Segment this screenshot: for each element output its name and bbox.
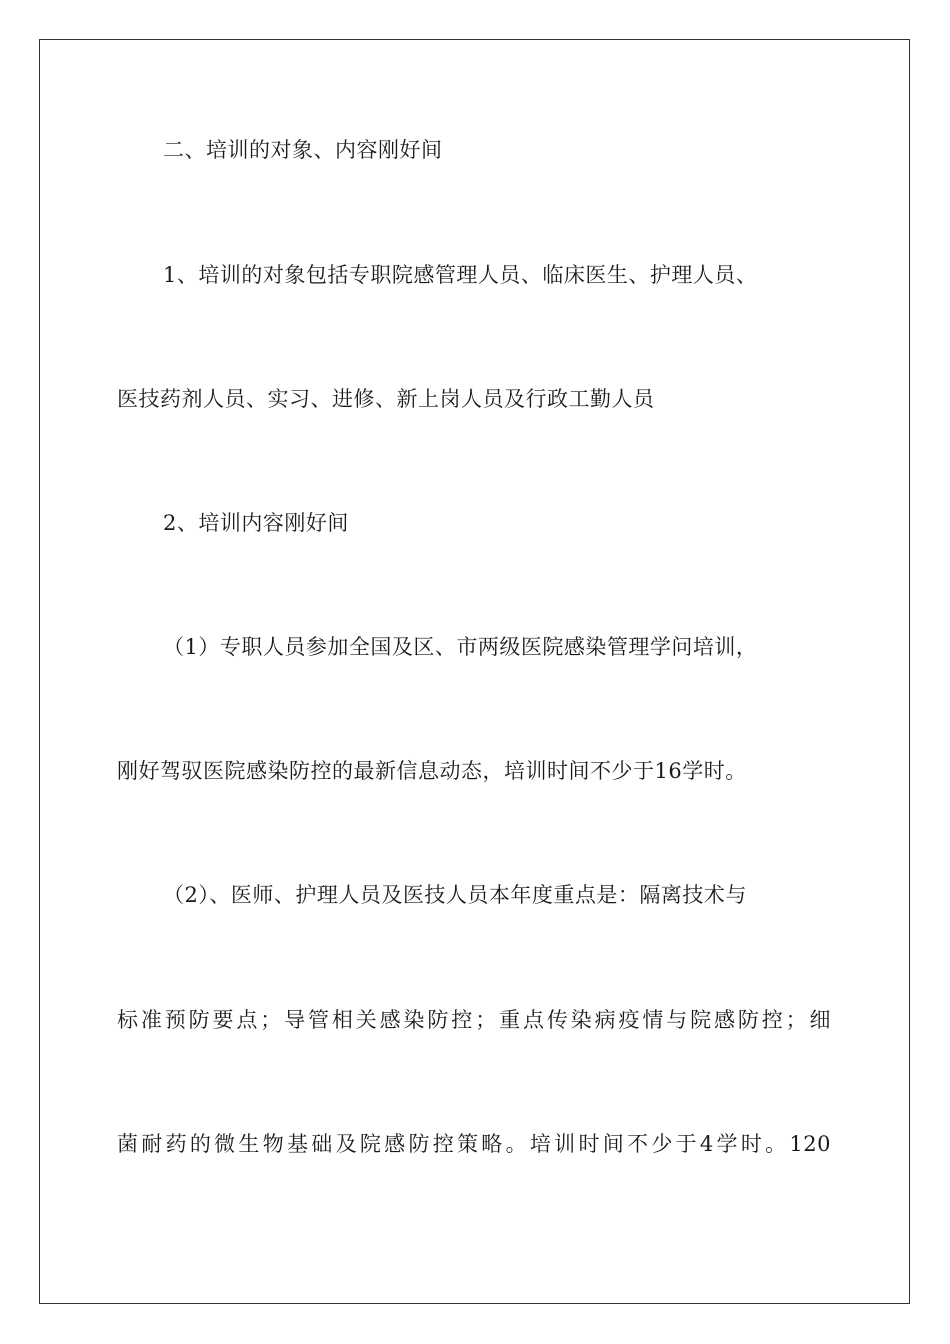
paragraph-line: （2）、医师、护理人员及医技人员本年度重点是：隔离技术与 [163,883,747,907]
paragraph-line: 医技药剂人员、实习、进修、新上岗人员及行政工勤人员 [117,387,655,411]
paragraph-line: （1）专职人员参加全国及区、市两级医院感染管理学问培训， [163,635,758,659]
page-border [39,39,910,1304]
subsection-heading: 2、培训内容刚好间 [163,511,349,535]
paragraph-line: 标准预防要点；导管相关感染防控；重点传染病疫情与院感防控；细 [117,1008,831,1032]
paragraph-line: 1、培训的对象包括专职院感管理人员、临床医生、护理人员、 [163,263,758,287]
section-heading: 二、培训的对象、内容刚好间 [163,138,443,162]
paragraph-line: 刚好驾驭医院感染防控的最新信息动态，培训时间不少于16学时。 [117,759,747,783]
paragraph-line: 菌耐药的微生物基础及院感防控策略。培训时间不少于4学时。120 [117,1132,831,1156]
